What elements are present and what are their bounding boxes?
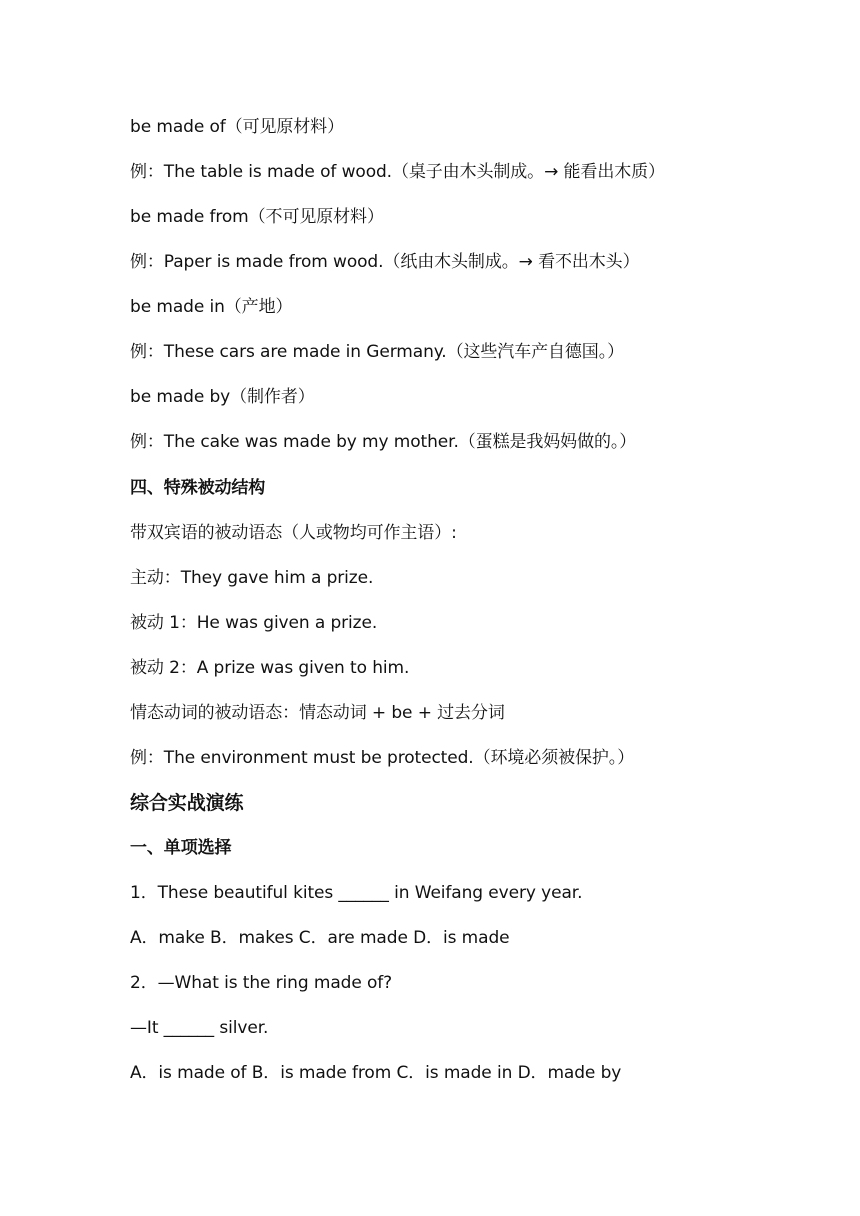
text-line: 被动 1：He was given a prize. (130, 613, 378, 633)
text-line: 情态动词的被动语态：情态动词 + be + 过去分词 (130, 703, 505, 723)
text-line: 被动 2：A prize was given to him. (130, 658, 410, 678)
question-line: 1．These beautiful kites ______ in Weifang every year. (130, 883, 583, 903)
question-line: 2．—What is the ring made of? (130, 973, 393, 993)
text-line: be made by（制作者） (130, 387, 315, 407)
text-line: 主动：They gave him a prize. (130, 568, 374, 588)
options-line: A．make B．makes C．are made D．is made (130, 928, 510, 948)
example-line: 例：The table is made of wood.（桌子由木头制成。→ 能看出木质） (130, 162, 665, 182)
question-line: —It ______ silver. (130, 1018, 269, 1038)
example-line: 例：These cars are made in Germany.（这些汽车产自德国。） (130, 342, 624, 362)
options-line: A．is made of B．is made from C．is made in D．made by (130, 1063, 622, 1083)
text-line: 带双宾语的被动语态（人或物均可作主语）: (130, 523, 457, 543)
section-heading: 一、单项选择 (130, 838, 232, 858)
example-line: 例：Paper is made from wood.（纸由木头制成。→ 看不出木头） (130, 252, 640, 272)
text-line: be made of（可见原材料） (130, 117, 344, 137)
text-line: be made in（产地） (130, 297, 293, 317)
example-line: 例：The environment must be protected.（环境必须被保护。） (130, 748, 635, 768)
section-title: 综合实战演练 (130, 792, 244, 814)
example-line: 例：The cake was made by my mother.（蛋糕是我妈妈做的。） (130, 432, 637, 452)
section-heading: 四、特殊被动结构 (130, 478, 266, 498)
text-line: be made from（不可见原材料） (130, 207, 384, 227)
